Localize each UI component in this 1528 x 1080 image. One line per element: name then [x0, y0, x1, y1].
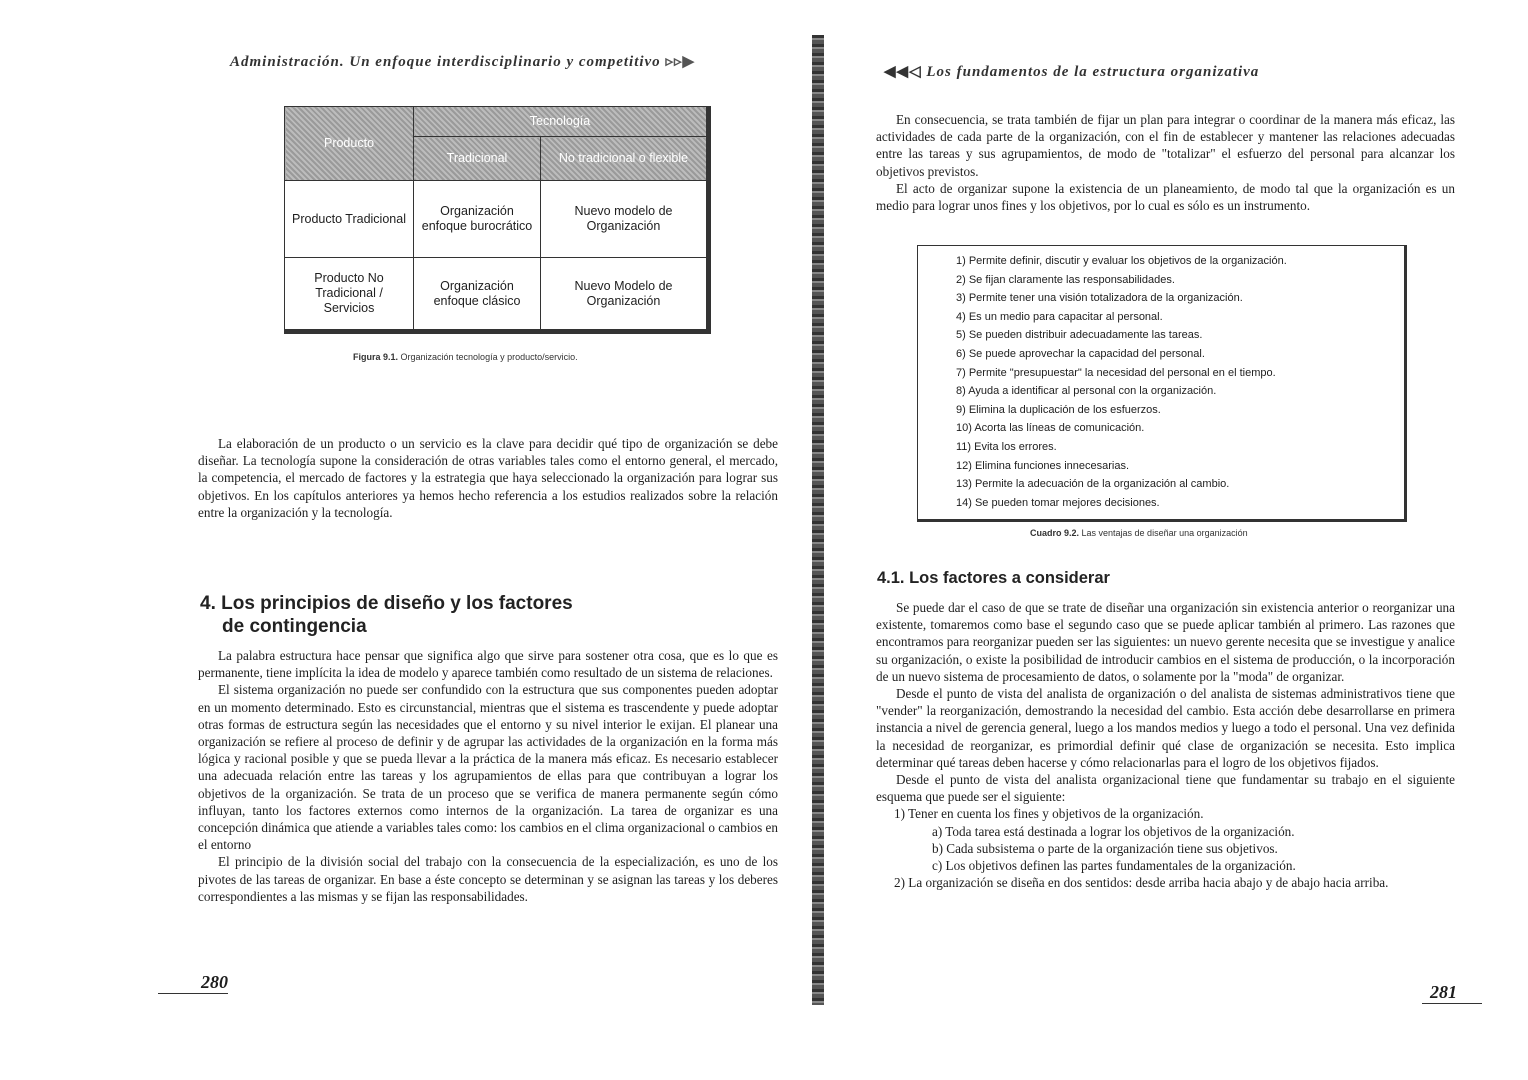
section-heading: 4. Los principios de diseño y los factores de contingencia — [200, 593, 573, 637]
right-running-header: ◀◀◁ Los fundamentos de la estructura organizativa — [884, 64, 1260, 80]
arrows-icon: ◀◀◁ — [884, 64, 922, 80]
list-item: 7) Permite "presupuestar" la necesidad del personal en el tiempo. — [956, 366, 1276, 379]
list-item: 1) Tener en cuenta los fines y objetivos de la organización. — [894, 806, 1204, 822]
paragraph: La palabra estructura hace pensar que significa algo que sirve para sostener otra cosa, que es lo que es permanente, tiene implícita la idea de modelo y aparece también como resultado de un sistema de relaciones. — [198, 648, 778, 681]
section-heading: 4.1. Los factores a considerar — [877, 569, 1110, 587]
list-item: 14) Se pueden tomar mejores decisiones. — [956, 496, 1160, 509]
table-row: Producto No Tradicional / Servicios Organización enfoque clásico Nuevo Modelo de Organización — [285, 258, 707, 330]
paragraph: Desde el punto de vista del analista organizacional tiene que fundamentar su trabajo en el siguiente esquema que puede ser el siguiente: — [876, 772, 1455, 805]
list-item: 2) La organización se diseña en dos sentidos: desde arriba hacia abajo y de abajo hacia arriba. — [894, 875, 1389, 891]
list-item: 10) Acorta las líneas de comunicación. — [956, 422, 1145, 435]
list-item: b) Cada subsistema o parte de la organización tiene sus objetivos. — [932, 840, 1278, 856]
list-item: 3) Permite tener una visión totalizadora de la organización. — [956, 292, 1243, 305]
list-item: 6) Se puede aprovechar la capacidad del personal. — [956, 347, 1205, 360]
paragraph: La elaboración de un producto o un servicio es la clave para decidir qué tipo de organización se debe diseñar. La tecnología supone la consideración de otras variables tales como el entorno general, el mercado, la competencia, el mercado de factores y la estrategia que haya seleccionado la organización para lograr sus objetivos. En los capítulos anteriores ya hemos hecho referencia a los estudios realizados sobre la relación entre la organización y la tecnología. — [198, 436, 778, 520]
paragraph: Se puede dar el caso de que se trate de diseñar una organización sin existencia anterior o reorganizar una existente, tomaremos como base el segundo caso que se puede aplicar también al primero. Las razones que encontramos para reorganizar pueden ser las siguientes: un nuevo gerente necesita que se investigue y analice su organización, o existe la posibilidad de introducir cambios en el sistema de producción, o la incorporación de un nuevo sistema de procesamiento de datos, o solamente por la "moda" de organizar. — [876, 600, 1455, 684]
advantages-box — [917, 245, 1407, 522]
book-spine — [812, 35, 824, 1005]
page-number: 281 — [1422, 982, 1482, 1004]
figure-table — [284, 106, 711, 334]
left-running-header: Administración. Un enfoque interdisciplinario y competitivo ▹▹▶ — [230, 54, 696, 70]
list-item: 12) Elimina funciones innecesarias. — [956, 459, 1130, 472]
page-number: 280 — [158, 972, 228, 994]
header-tradicional: Tradicional — [414, 137, 541, 181]
list-item: 8) Ayuda a identificar al personal con la organización. — [956, 385, 1217, 398]
list-item: 5) Se pueden distribuir adecuadamente las tareas. — [956, 329, 1203, 342]
list-item: 1) Permite definir, discutir y evaluar los objetivos de la organización. — [956, 255, 1287, 267]
paragraph: El acto de organizar supone la existencia de un planeamiento, de modo tal que la organización es un medio para lograr unos fines y los objetivos, por lo cual es sólo es un instrumento. — [876, 180, 1455, 214]
list-item: c) Los objetivos definen las partes fundamentales de la organización. — [932, 858, 1296, 874]
paragraph: Desde el punto de vista del analista de organización o del analista de sistemas administrativos tiene que "vender" la reorganización, demostrando la necesidad del cambio. Esta acción debe desarrollarse en primera instancia a nivel de gerencia general, luego a los mandos medios y luego a todo el personal. Una vez definida la necesidad de reorganizar, es primordial definir qué clase de organización se necesita. Esto implica determinar qué tareas deben hacerse y cómo relacionarlas para el logro de los objetivos fijados. — [876, 686, 1455, 770]
arrows-icon: ▹▹▶ — [665, 54, 696, 70]
list-item: 4) Es un medio para capacitar al personal. — [956, 310, 1163, 323]
paragraph: En consecuencia, se trata también de fijar un plan para integrar o coordinar de la manera más eficaz, las actividades de cada parte de la organización, con el fin de establecer y mantener las relaciones adecuadas entre las tareas y sus agrupamientos, de modo de "totalizar" el esfuerzo del personal para alcanzar los objetivos previstos. — [876, 112, 1455, 179]
header-tecnologia: Tecnología — [414, 107, 707, 137]
list-item: a) Toda tarea está destinada a lograr los objetivos de la organización. — [932, 823, 1295, 839]
paragraph: El principio de la división social del trabajo con la consecuencia de la especialización, es uno de los pivotes de las tareas de organizar. En base a éste concepto se determinan y se asignan las tareas y los deberes correspondientes a las mismas y se fijan las responsabilidades. — [198, 854, 778, 904]
box-caption: Cuadro 9.2. Las ventajas de diseñar una organización — [1030, 528, 1248, 538]
list-item: 9) Elimina la duplicación de los esfuerzos. — [956, 403, 1161, 416]
paragraph: El sistema organización no puede ser confundido con la estructura que sus componentes pueden adoptar en un momento determinado. Esto es circunstancial, mientras que el sistema es trascendente y puede adoptar otras formas de estructura según las necesidades que el entorno y su nivel interior le exijan. El planear una organización se refiere al proceso de definir y de agrupar las actividades de la organización en la forma más lógica y racional posible y que se pueda llevar a la práctica de la manera más eficaz. Es necesario establecer una adecuada relación entre las tareas y los agrupamientos de ellas para que contribuyan a lograr los objetivos de la organización. Se trata de un proceso que se verifica de manera permanente según cómo influyan, tanto los factores externos como internos de la organización. La tarea de organizar es una concepción dinámica que atiende a variables tales como: los cambios en el clima organizacional o cambios en el entorno — [198, 682, 778, 853]
header-producto: Producto — [285, 107, 414, 181]
header-no-tradicional: No tradicional o flexible — [541, 137, 707, 181]
figure-caption: Figura 9.1. Organización tecnología y producto/servicio. — [353, 352, 578, 362]
list-item: 11) Evita los errores. — [956, 440, 1057, 453]
table-row: Producto Tradicional Organización enfoque burocrático Nuevo modelo de Organización — [285, 181, 707, 258]
list-item: 2) Se fijan claramente las responsabilidades. — [956, 273, 1175, 286]
list-item: 13) Permite la adecuación de la organización al cambio. — [956, 478, 1230, 491]
